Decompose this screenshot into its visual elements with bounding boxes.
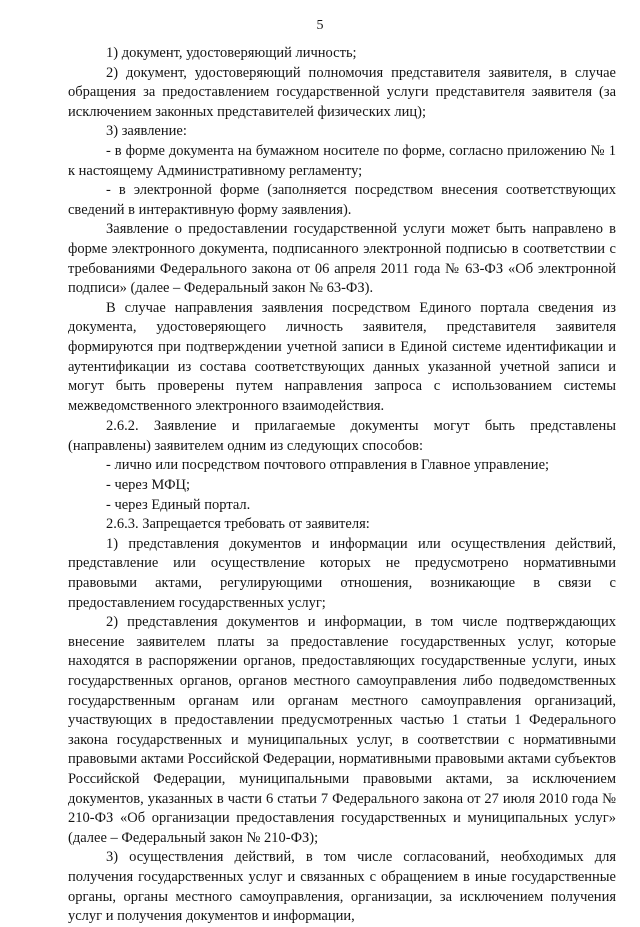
paragraph-prohibition-3: 3) осуществления действий, в том числе согласований, необходимых для получения государственных услуг и связанных с обращением в иные государственные органы, органы местного самоуправления, организации, за исключением получения услуг и получения документов и информации,	[68, 849, 616, 925]
paragraph-doc-representative: 2) документ, удостоверяющий полномочия представителя заявителя, в случае обращения за предоставлением государственной услуги представителя заявителя (за исключением законных представителей физических лиц);	[68, 64, 616, 120]
paragraph-electronic-signature: Заявление о предоставлении государственной услуги может быть направлено в форме электронного документа, подписанного электронной подписью в соответствии с требованиями Федерального закона от 06 апреля 2011 года № 63-ФЗ «Об электронной подписи» (далее – Федеральный закон № 63-ФЗ).	[68, 221, 616, 297]
paragraph-2-6-3: 2.6.3. Запрещается требовать от заявителя:	[106, 516, 370, 533]
paragraph-doc-identity: 1) документ, удостоверяющий личность;	[106, 45, 357, 61]
paragraph-prohibition-2: 2) представления документов и информации, в том числе подтверждающих внесение заявителем платы за предоставление государственных услуг, которые находятся в распоряжении органов, предоставляющих государственные услуги, иных государственных органов, органов местного самоуправления либо подведомственных государственным органам или органам местного самоуправления организаций, участвующих в предоставлении предусмотренных частью 1 статьи 1 Федерального закона государственных и муниципальных услуг, в соответствии с нормативными правовыми актами Российской Федерации, нормативными правовыми актами субъектов Российской Федерации, муниципальными правовыми актами, за исключением документов, указанных в части 6 статьи 7 Федерального закона от 27 июля 2010 года № 210-ФЗ «Об организации предоставления государственных и муниципальных услуг» (далее – Федеральный закон № 210-ФЗ);	[68, 614, 616, 846]
list-item-mfc: - через МФЦ;	[106, 477, 191, 494]
paragraph-electronic-form: - в электронной форме (заполняется посредством внесения соответствующих сведений в интерактивную форму заявления).	[68, 182, 616, 218]
document-body	[68, 44, 616, 927]
paragraph-2-6-2: 2.6.2. Заявление и прилагаемые документы могут быть представлены (направлены) заявителем одним из следующих способов:	[68, 418, 616, 454]
paragraph-unified-portal: В случае направления заявления посредством Единого портала сведения из документа, удостоверяющего личность заявителя, представителя заявителя формируются при подтверждении учетной записи в Единой системе идентификации и аутентификации из состава соответствующих данных указанной учетной записи и могут быть проверены путем направления запроса с использованием системы межведомственного электронного взаимодействия.	[68, 299, 616, 414]
paragraph-prohibition-1: 1) представления документов и информации или осуществления действий, представление или осуществление которых не предусмотрено нормативными правовыми актами, регулирующими отношения, возникающие в связи с предоставлением государственных услуг;	[68, 535, 616, 611]
list-item-portal: - через Единый портал.	[106, 496, 251, 513]
list-item-in-person: - лично или посредством почтового отправления в Главное управление;	[106, 457, 550, 474]
paragraph-paper-form: - в форме документа на бумажном носителе по форме, согласно приложению № 1 к настоящему Административному регламенту;	[68, 142, 616, 179]
page-number: 5	[316, 18, 324, 33]
paragraph-application: 3) заявление:	[106, 123, 187, 140]
